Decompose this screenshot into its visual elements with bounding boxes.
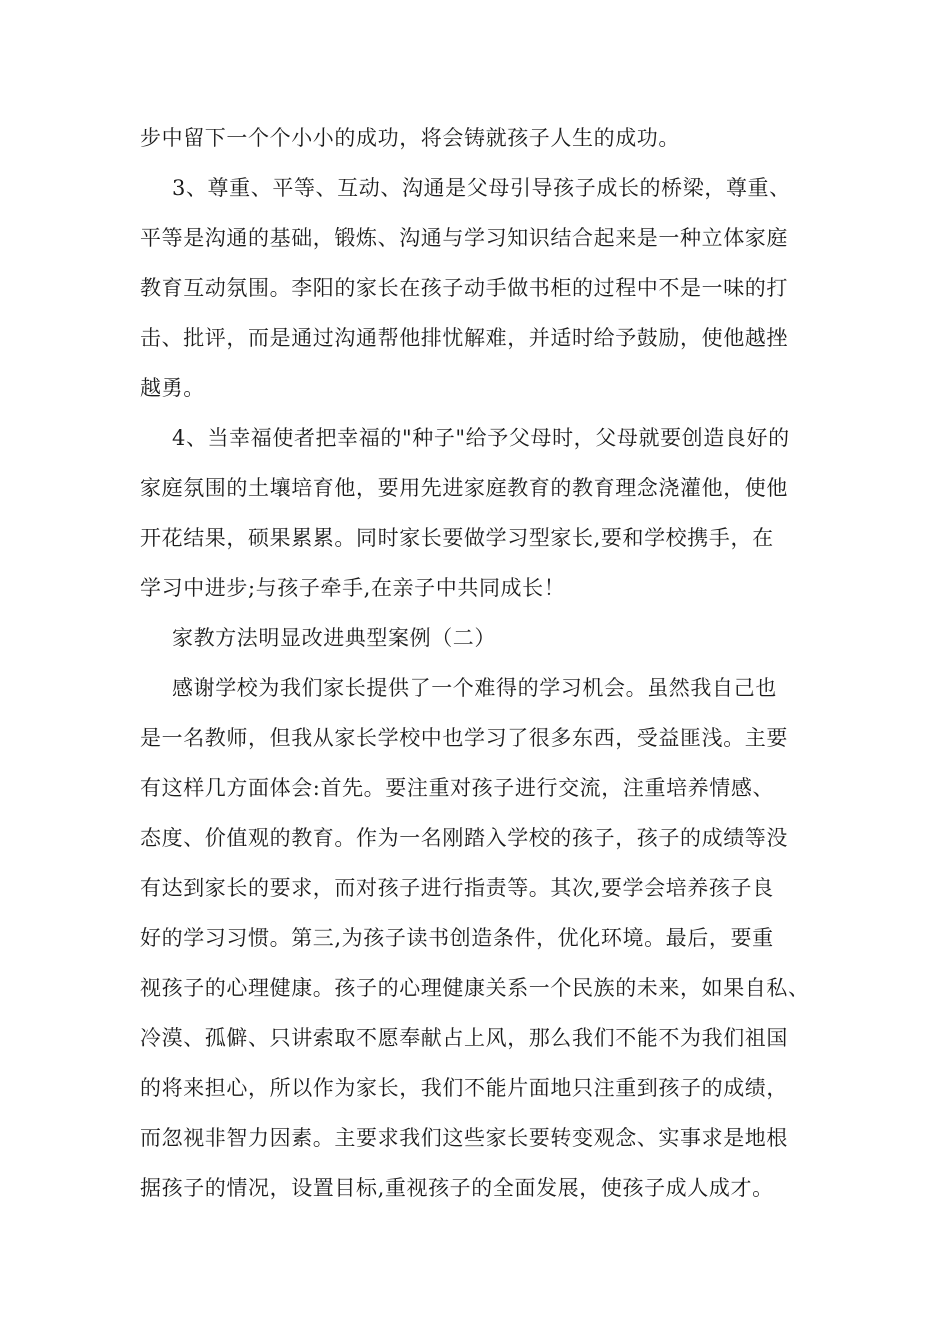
text-line: 开花结果，硕果累累。同时家长要做学习型家长,要和学校携手，在 (140, 526, 774, 550)
text-line: 家庭氛围的土壤培育他，要用先进家庭教育的教育理念浇灌他，使他 (140, 476, 788, 500)
text-line: 越勇。 (140, 376, 205, 400)
text-line: 击、批评，而是通过沟通帮他排忧解难，并适时给予鼓励，使他越挫 (140, 326, 788, 350)
text-line: 有这样几方面体会:首先。要注重对孩子进行交流，注重培养情感、 (140, 776, 775, 800)
text-line: 有达到家长的要求，而对孩子进行指责等。其次,要学会培养孩子良 (140, 876, 774, 900)
text-line: 教育互动氛围。李阳的家长在孩子动手做书柜的过程中不是一味的打 (140, 276, 788, 300)
text-line: 视孩子的心理健康。孩子的心理健康关系一个民族的未来，如果自私、 (140, 976, 810, 1000)
text-line: 3、尊重、平等、互动、沟通是父母引导孩子成长的桥梁，尊重、 (172, 176, 791, 200)
text-line: 的将来担心，所以作为家长，我们不能片面地只注重到孩子的成绩， (140, 1076, 788, 1100)
text-line: 而忽视非智力因素。主要求我们这些家长要转变观念、实事求是地根 (140, 1126, 788, 1150)
text-line: 据孩子的情况，设置目标,重视孩子的全面发展，使孩子成人成才。 (140, 1176, 774, 1200)
text-line: 平等是沟通的基础，锻炼、沟通与学习知识结合起来是一种立体家庭 (140, 226, 788, 250)
text-line: 4、当幸福使者把幸福的"种子"给予父母时，父母就要创造良好的 (172, 426, 790, 450)
text-line: 是一名教师，但我从家长学校中也学习了很多东西，受益匪浅。主要 (140, 726, 788, 750)
text-line: 感谢学校为我们家长提供了一个难得的学习机会。虽然我自己也 (172, 676, 777, 700)
text-line: 好的学习习惯。第三,为孩子读书创造条件，优化环境。最后，要重 (140, 926, 774, 950)
text-line: 学习中进步;与孩子牵手,在亲子中共同成长！ (140, 576, 566, 600)
section-heading: 家教方法明显改进典型案例（二） (172, 626, 496, 650)
text-line: 冷漠、孤僻、只讲索取不愿奉献占上风，那么我们不能不为我们祖国 (140, 1026, 788, 1050)
text-line: 步中留下一个个小小的成功，将会铸就孩子人生的成功。 (140, 126, 680, 150)
text-line: 态度、价值观的教育。作为一名刚踏入学校的孩子，孩子的成绩等没 (140, 826, 788, 850)
